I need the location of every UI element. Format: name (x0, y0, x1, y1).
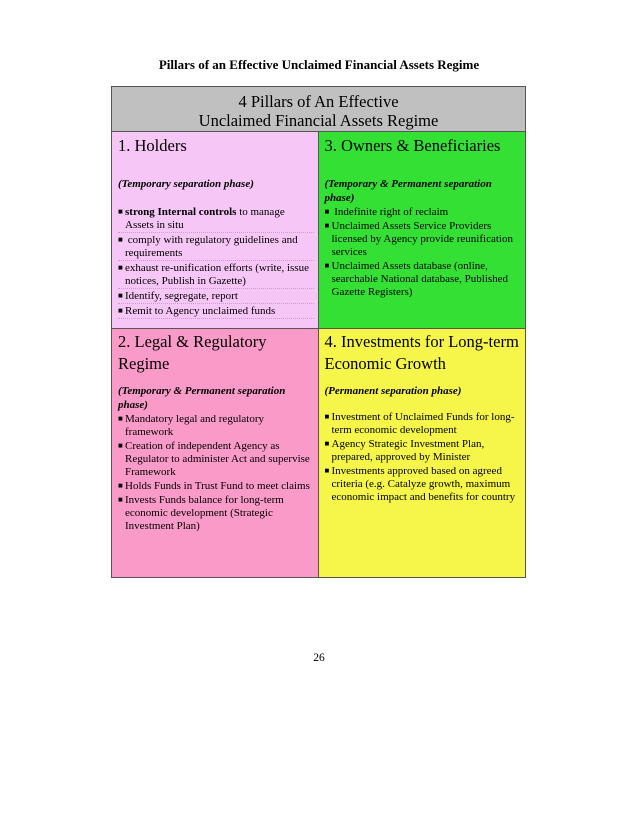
list-item-text: Indefinite right of reclaim (331, 206, 449, 218)
square-bullet-icon: ■ (118, 291, 123, 300)
square-bullet-icon: ■ (118, 235, 123, 244)
document-title: Pillars of an Effective Unclaimed Financial Assets Regime (158, 57, 480, 72)
legal-list (112, 412, 318, 533)
list-item-text: Remit to Agency unclaimed funds (125, 305, 276, 317)
legal-cell (112, 329, 319, 577)
list-item-text: Investment of Unclaimed Funds for long-term economic development (331, 411, 515, 436)
list-item-bold-text: strong Internal controls (125, 206, 237, 218)
table-header (112, 87, 525, 132)
square-bullet-icon: ■ (324, 466, 330, 475)
investments-list (319, 410, 526, 504)
pillars-table (111, 86, 526, 578)
list-item (325, 205, 522, 219)
list-item (325, 464, 522, 504)
legal-phase: (Temporary & Permanent separation phase) (118, 385, 286, 411)
list-item (325, 410, 522, 437)
square-bullet-icon: ■ (118, 414, 123, 423)
holders-phase: (Temporary separation phase) (118, 178, 254, 190)
square-bullet-icon: ■ (118, 481, 123, 490)
square-bullet-icon: ■ (118, 306, 123, 315)
list-item (118, 304, 314, 319)
list-item-text: Agency Strategic Investment Plan, prepared, approved by Minister (331, 438, 485, 463)
owners-title: 3. Owners & Beneficiaries (324, 136, 501, 155)
owners-list (319, 205, 526, 299)
table-header-line-1: 4 Pillars of An Effective (238, 92, 399, 111)
list-item-text: Investments approved based on agreed criteria (e.g. Catalyze growth, maximum economic impact and benefits for country (331, 465, 516, 503)
list-item-text: to manage Assets in situ (125, 206, 285, 231)
list-item (118, 289, 314, 304)
list-item (118, 439, 314, 479)
square-bullet-icon: ■ (324, 261, 330, 270)
list-item-text: Mandatory legal and regulatory framework (125, 413, 264, 438)
list-item-text: Invests Funds balance for long-term economic development (Strategic Investment Plan) (125, 494, 284, 532)
list-item (118, 479, 314, 493)
square-bullet-icon: ■ (118, 207, 123, 216)
investments-phase: (Permanent separation phase) (324, 385, 462, 397)
list-item-text: exhaust re-unification efforts (write, issue notices, Publish in Gazette) (125, 262, 309, 287)
holders-list (112, 205, 318, 319)
list-item-text: Identify, segregate, report (125, 290, 238, 302)
table-header-line-2: Unclaimed Financial Assets Regime (198, 111, 439, 130)
list-item-text: Unclaimed Assets database (online, searchable National database, Published Gazette Registers) (331, 260, 509, 298)
table-row-bottom (112, 329, 525, 577)
square-bullet-icon: ■ (324, 439, 330, 448)
list-item-text: comply with regulatory guidelines and requirements (125, 234, 298, 259)
square-bullet-icon: ■ (118, 441, 123, 450)
square-bullet-icon: ■ (118, 263, 123, 272)
investments-title: 4. Investments for Long-term Economic Growth (324, 332, 519, 373)
list-item-text: Unclaimed Assets Service Providers licensed by Agency provide reunification services (331, 220, 513, 258)
square-bullet-icon: ■ (324, 207, 330, 216)
legal-title: 2. Legal & Regulatory Regime (118, 332, 267, 373)
owners-phase: (Temporary & Permanent separation phase) (324, 178, 492, 204)
list-item (325, 259, 522, 299)
list-item (118, 233, 314, 261)
square-bullet-icon: ■ (324, 412, 330, 421)
list-item-text: Creation of independent Agency as Regulator to administer Act and supervise Framework (125, 440, 310, 478)
list-item (118, 412, 314, 439)
list-item-text: Holds Funds in Trust Fund to meet claims (125, 480, 310, 492)
list-item (118, 493, 314, 533)
investments-cell (319, 329, 526, 577)
page-number: 26 (313, 652, 325, 664)
owners-cell (319, 132, 526, 328)
table-row-top (112, 132, 525, 329)
list-item (118, 205, 314, 233)
list-item (325, 219, 522, 259)
holders-cell (112, 132, 319, 328)
square-bullet-icon: ■ (118, 495, 123, 504)
square-bullet-icon: ■ (324, 221, 330, 230)
list-item (325, 437, 522, 464)
holders-title: 1. Holders (118, 136, 187, 155)
list-item (118, 261, 314, 289)
